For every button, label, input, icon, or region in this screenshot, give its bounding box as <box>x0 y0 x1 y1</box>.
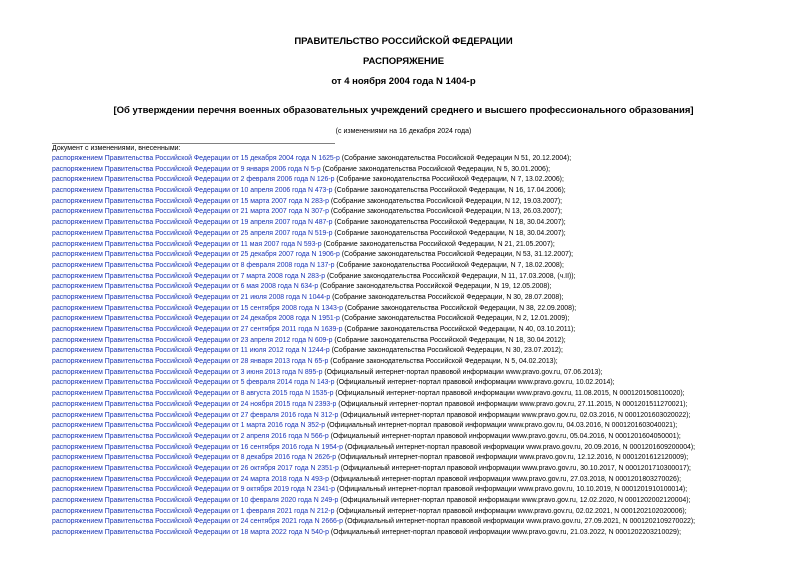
amendment-item <box>52 357 695 368</box>
amendment-link[interactable]: распоряжением Правительства Российской Федерации от 11 июля 2012 года N 1244-р <box>52 347 330 355</box>
amendment-link[interactable]: распоряжением Правительства Российской Федерации от 7 марта 2008 года N 283-р <box>52 272 326 280</box>
document-title: [Об утверждении перечня военных образовательных учреждений среднего и высшего профессионального образования] <box>113 105 694 116</box>
amendment-item <box>52 336 695 347</box>
amendment-source: (Собрание законодательства Российской Федерации, N 7, 18.02.2008); <box>334 261 564 269</box>
amendment-link[interactable]: распоряжением Правительства Российской Федерации от 8 декабря 2016 года N 2626-р <box>52 454 337 462</box>
amendment-source: (Официальный интернет-портал правовой информации www.pravo.gov.ru, 07.06.2013); <box>322 368 603 376</box>
amendment-item <box>52 229 695 240</box>
amendment-source: (Официальный интернет-портал правовой информации www.pravo.gov.ru, 11.08.2015, N 0001201508110020); <box>333 390 685 398</box>
amendment-source: (Собрание законодательства Российской Федерации, N 40, 03.10.2011); <box>342 326 576 333</box>
amendment-source: (Официальный интернет-портал правовой информации www.pravo.gov.ru, 30.10.2017, N 0001201710300017); <box>338 464 691 472</box>
amendment-source: (Официальный интернет-портал правовой информации www.pravo.gov.ru, 21.03.2022, N 0001202203210029); <box>328 529 682 537</box>
amendment-item <box>52 314 695 325</box>
amendment-item <box>52 378 695 389</box>
amendment-link[interactable]: распоряжением Правительства Российской Федерации от 9 октября 2019 года N 2341-р <box>52 486 335 494</box>
amendment-link[interactable]: распоряжением Правительства Российской Федерации от 24 ноября 2015 года N 2393-р <box>52 400 337 408</box>
amendment-source: (Официальный интернет-портал правовой информации www.pravo.gov.ru, 02.03.2016, N 0001201603020022); <box>338 411 691 419</box>
amendment-item <box>52 507 695 518</box>
amendment-item <box>52 421 695 432</box>
amendment-link[interactable]: распоряжением Правительства Российской Федерации от 21 июля 2008 года N 1044-р <box>52 293 331 301</box>
amendment-item <box>52 411 695 422</box>
amendment-item <box>52 485 695 496</box>
amendment-source: (Официальный интернет-портал правовой информации www.pravo.gov.ru, 20.09.2016, N 0001201609200004); <box>342 443 696 451</box>
amendment-item <box>52 165 695 176</box>
amendment-source: (Официальный интернет-портал правовой информации www.pravo.gov.ru, 27.03.2018, N 0001201803270026); <box>328 475 682 483</box>
amendment-link[interactable]: распоряжением Правительства Российской Федерации от 11 мая 2007 года N 593-р <box>52 240 322 248</box>
revision-note: (с изменениями на 16 декабря 2024 года) <box>335 128 472 135</box>
amendment-item <box>52 272 695 283</box>
amendment-link[interactable]: распоряжением Правительства Российской Федерации от 27 сентября 2011 года N 1639-р <box>52 326 343 333</box>
amendment-link[interactable]: распоряжением Правительства Российской Федерации от 15 декабря 2004 года N 1625-р <box>52 155 340 162</box>
amendment-item <box>52 250 695 261</box>
amendment-source: (Собрание законодательства Российской Федерации, N 38, 22.09.2008); <box>342 304 577 312</box>
amendment-link[interactable]: распоряжением Правительства Российской Федерации от 8 февраля 2008 года N 137-р <box>52 261 335 269</box>
amendment-item <box>52 240 695 251</box>
amendment-link[interactable]: распоряжением Правительства Российской Федерации от 19 апреля 2007 года N 487-р <box>52 219 333 227</box>
amendment-item <box>52 453 695 464</box>
amendment-link[interactable]: распоряжением Правительства Российской Федерации от 24 марта 2018 года N 493-р <box>52 475 329 483</box>
amendment-item <box>52 293 695 304</box>
amendment-source: (Собрание законодательства Российской Федерации, N 21, 21.05.2007); <box>321 240 555 248</box>
amendment-item <box>52 517 695 528</box>
divider <box>52 143 335 144</box>
amendment-link[interactable]: распоряжением Правительства Российской Федерации от 15 марта 2007 года N 283-р <box>52 197 329 205</box>
amendment-source: (Собрание законодательства Российской Федерации, N 2, 12.01.2009); <box>339 315 570 323</box>
amendment-item <box>52 496 695 507</box>
amendments-heading: Документ с изменениями, внесенными: <box>52 145 181 152</box>
amendment-item <box>52 346 695 357</box>
amendment-link[interactable]: распоряжением Правительства Российской Федерации от 10 февраля 2020 года N 249-р <box>52 497 339 504</box>
amendment-source: (Собрание законодательства Российской Федерации, N 18, 30.04.2007); <box>332 219 566 227</box>
amendment-link[interactable]: распоряжением Правительства Российской Федерации от 3 июня 2013 года N 895-р <box>52 368 323 376</box>
amendment-link[interactable]: распоряжением Правительства Российской Федерации от 1 февраля 2021 года N 212-р <box>52 507 335 515</box>
amendment-link[interactable]: распоряжением Правительства Российской Федерации от 21 марта 2007 года N 307-р <box>52 208 329 216</box>
amendment-source: (Собрание законодательства Российской Федерации, N 30, 23.07.2012); <box>329 347 563 355</box>
amendment-item <box>52 218 695 229</box>
amendment-source: (Собрание законодательства Российской Федерации, N 18, 30.04.2007); <box>332 229 566 237</box>
amendment-item <box>52 528 695 539</box>
amendment-source: (Собрание законодательства Российской Федерации, N 11, 17.03.2008, (ч.II)); <box>325 272 576 280</box>
amendment-source: (Собрание законодательства Российской Федерации, N 12, 19.03.2007); <box>328 197 563 205</box>
amendment-link[interactable]: распоряжением Правительства Российской Федерации от 27 февраля 2016 года N 312-р <box>52 411 339 419</box>
amendment-source: (Официальный интернет-портал правовой информации www.pravo.gov.ru, 27.11.2015, N 0001201511270021); <box>336 400 688 408</box>
amendment-link[interactable]: распоряжением Правительства Российской Федерации от 25 апреля 2007 года N 519-р <box>52 229 333 237</box>
amendment-source: (Собрание законодательства Российской Федерации, N 13, 26.03.2007); <box>328 208 563 216</box>
amendment-item <box>52 175 695 186</box>
amendment-source: (Собрание законодательства Российской Федерации, N 16, 17.04.2006); <box>332 187 566 195</box>
amendment-link[interactable]: распоряжением Правительства Российской Федерации от 5 февраля 2014 года N 143-р <box>52 379 335 387</box>
amendment-link[interactable]: распоряжением Правительства Российской Федерации от 2 февраля 2006 года N 126-р <box>52 176 335 184</box>
amendment-item <box>52 325 695 336</box>
amendment-source: (Официальный интернет-портал правовой информации www.pravo.gov.ru, 10.10.2019, N 0001201910100014); <box>335 486 688 494</box>
amendment-item <box>52 304 695 315</box>
amendment-item <box>52 261 695 272</box>
amendments-list <box>52 154 695 539</box>
amendment-item <box>52 432 695 443</box>
amendment-link[interactable]: распоряжением Правительства Российской Федерации от 8 августа 2015 года N 1535-р <box>52 390 334 398</box>
amendment-link[interactable]: распоряжением Правительства Российской Федерации от 6 мая 2008 года N 634-р <box>52 283 319 291</box>
amendment-source: (Собрание законодательства Российской Федерации, N 19, 12.05.2008); <box>318 283 552 291</box>
amendment-link[interactable]: распоряжением Правительства Российской Федерации от 9 января 2006 года N 5-р <box>52 165 321 173</box>
amendment-source: (Официальный интернет-портал правовой информации www.pravo.gov.ru, 12.12.2016, N 0001201612120009); <box>336 454 689 462</box>
document-type: РАСПОРЯЖЕНИЕ <box>362 56 445 67</box>
amendment-item <box>52 282 695 293</box>
government-heading: ПРАВИТЕЛЬСТВО РОССИЙСКОЙ ФЕДЕРАЦИИ <box>294 36 513 47</box>
amendment-item <box>52 443 695 454</box>
amendment-source: (Собрание законодательства Российской Федерации, N 53, 31.12.2007); <box>339 251 574 259</box>
amendment-item <box>52 464 695 475</box>
amendment-link[interactable]: распоряжением Правительства Российской Федерации от 16 сентября 2016 года N 1954-р <box>52 443 343 451</box>
amendment-source: (Официальный интернет-портал правовой информации www.pravo.gov.ru, 02.02.2021, N 0001202102020006); <box>334 507 687 515</box>
amendment-source: (Собрание законодательства Российской Федерации, N 18, 30.04.2012); <box>332 336 566 344</box>
amendment-item <box>52 197 695 208</box>
amendment-source: (Официальный интернет-портал правовой информации www.pravo.gov.ru, 10.02.2014); <box>334 379 615 387</box>
amendment-source: (Официальный интернет-портал правовой информации www.pravo.gov.ru, 04.03.2016, N 0001201603040021); <box>325 422 678 430</box>
amendment-source: (Официальный интернет-портал правовой информации www.pravo.gov.ru, 27.09.2021, N 0001202109270022); <box>342 518 696 526</box>
amendment-source: (Официальный интернет-портал правовой информации www.pravo.gov.ru, 05.04.2016, N 0001201604050001); <box>328 432 681 440</box>
amendment-item <box>52 389 695 400</box>
amendment-source: (Собрание законодательства Российской Федерации N 51, 20.12.2004); <box>339 155 572 162</box>
amendment-item <box>52 368 695 379</box>
amendment-link[interactable]: распоряжением Правительства Российской Федерации от 23 апреля 2012 года N 609-р <box>52 336 333 344</box>
amendment-item <box>52 475 695 486</box>
amendment-source: (Собрание законодательства Российской Федерации, N 30, 28.07.2008); <box>330 293 564 301</box>
amendment-link[interactable]: распоряжением Правительства Российской Федерации от 24 сентября 2021 года N 2666-р <box>52 518 343 526</box>
amendment-link[interactable]: распоряжением Правительства Российской Федерации от 18 марта 2022 года N 540-р <box>52 529 329 537</box>
amendment-link[interactable]: распоряжением Правительства Российской Федерации от 15 сентября 2008 года N 1343-р <box>52 304 343 312</box>
amendment-link[interactable]: распоряжением Правительства Российской Федерации от 26 октября 2017 года N 2351-р <box>52 464 339 472</box>
amendment-source: (Собрание законодательства Российской Федерации, N 5, 04.02.2013); <box>328 358 558 366</box>
amendment-item <box>52 207 695 218</box>
amendment-source: (Собрание законодательства Российской Федерации, N 5, 30.01.2006); <box>320 165 551 173</box>
amendment-link[interactable]: распоряжением Правительства Российской Федерации от 10 апреля 2006 года N 473-р <box>52 187 333 195</box>
amendment-source: (Официальный интернет-портал правовой информации www.pravo.gov.ru, 12.02.2020, N 0001202002120004); <box>338 497 691 504</box>
amendment-item <box>52 400 695 411</box>
amendment-item <box>52 154 695 165</box>
amendment-item <box>52 186 695 197</box>
amendment-link[interactable]: распоряжением Правительства Российской Федерации от 2 апреля 2016 года N 566-р <box>52 432 329 440</box>
document-date-number: от 4 ноября 2004 года N 1404-р <box>331 76 476 87</box>
amendment-link[interactable]: распоряжением Правительства Российской Федерации от 25 декабря 2007 года N 1906-р <box>52 251 340 259</box>
amendment-link[interactable]: распоряжением Правительства Российской Федерации от 1 марта 2016 года N 352-р <box>52 422 326 430</box>
amendment-link[interactable]: распоряжением Правительства Российской Федерации от 24 декабря 2008 года N 1951-р <box>52 315 340 323</box>
amendment-source: (Собрание законодательства Российской Федерации, N 7, 13.02.2006); <box>334 176 564 184</box>
amendment-link[interactable]: распоряжением Правительства Российской Федерации от 28 января 2013 года N 65-р <box>52 358 329 366</box>
